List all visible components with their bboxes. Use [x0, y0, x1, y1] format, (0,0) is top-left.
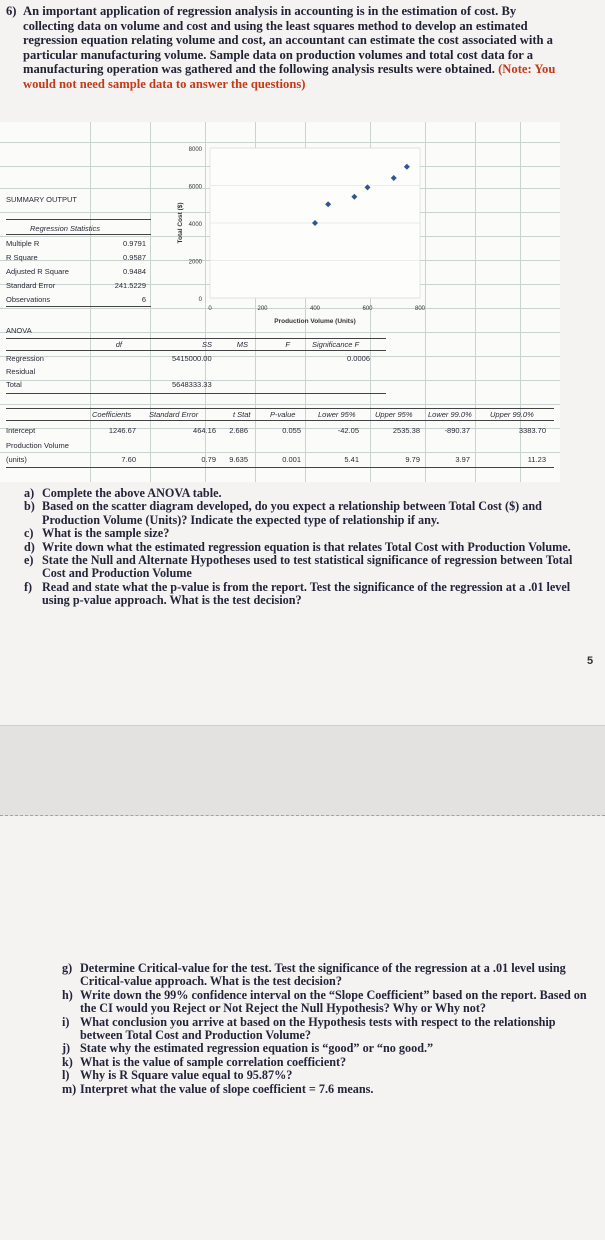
coef-value: 0.001: [282, 455, 301, 464]
grid-line: [0, 380, 560, 381]
anova-row-label: Residual: [6, 367, 36, 376]
item-label: e): [24, 553, 34, 568]
coef-value: 2.686: [229, 426, 248, 435]
item-text: Why is R Square value equal to 95.87%?: [80, 1068, 293, 1083]
x-tick-label: 600: [362, 306, 373, 312]
marks-value: 5: [587, 655, 594, 667]
coef-header: Coefficients: [92, 410, 132, 419]
questions-g-m: [62, 962, 587, 1096]
question-item: [62, 1083, 587, 1096]
anova-header: F: [285, 340, 290, 349]
rule: [6, 393, 386, 394]
item-text: State why the estimated regression equation is “good” or “no good.”: [80, 1041, 434, 1056]
item-text: What is the value of sample correlation coefficient?: [80, 1054, 347, 1069]
anova-title: ANOVA: [6, 326, 32, 335]
rule: [6, 408, 554, 409]
item-text: What conclusion you arrive at based on the Hypothesis tests with respect to the relationship between Total Cost and Production Volume?: [80, 1014, 556, 1043]
question-item: [62, 962, 587, 989]
item-label: m): [62, 1081, 77, 1096]
coef-value: 2535.38: [392, 426, 420, 435]
item-label: c): [24, 526, 34, 541]
item-text: Determine Critical-value for the test. Test the significance of the regression at a .01 level using Critical-value approach. What is the test decision?: [80, 961, 566, 989]
y-axis-label: Total Cost ($): [177, 202, 184, 244]
question-item: [62, 1016, 587, 1043]
question-item: [24, 581, 589, 608]
stat-label: Multiple R: [6, 239, 40, 248]
item-text: Write down what the estimated regression equation is that relates Total Cost with Production Volume.: [42, 539, 571, 554]
item-label: k): [62, 1054, 73, 1069]
coef-value: 0.055: [282, 426, 301, 435]
coef-value: 7.60: [121, 455, 136, 464]
prompt-line: An important application of regression analysis in accounting is in the estimation of cost. By: [23, 4, 517, 18]
rule: [6, 234, 151, 235]
rule: [6, 350, 386, 351]
coef-value: 11.23: [527, 455, 546, 464]
summary-title: SUMMARY OUTPUT: [6, 195, 77, 204]
coef-value: 0.79: [201, 455, 216, 464]
coef-header: t Stat: [233, 410, 251, 419]
stat-value: 6: [141, 295, 146, 304]
note-text: would not need sample data to answer the questions): [23, 76, 306, 91]
x-tick-label: 0: [208, 306, 212, 312]
item-text: Complete the above ANOVA table.: [42, 486, 222, 500]
coef-value: 9.635: [229, 455, 248, 464]
anova-sig: 0.0006: [347, 354, 370, 363]
item-label: i): [62, 1014, 70, 1029]
prompt-line: regression equation relating volume and cost, an accountant can estimate the cost associated with a: [23, 33, 553, 48]
coef-header: Lower 95%: [318, 410, 356, 419]
x-tick-label: 400: [309, 306, 321, 312]
question-number: 6): [6, 4, 17, 18]
coef-header: P-value: [270, 410, 296, 419]
coef-value: 9.79: [405, 455, 420, 464]
item-label: g): [62, 961, 73, 975]
item-text: Interpret what the value of slope coefficient = 7.6 means.: [80, 1081, 374, 1096]
coef-value: 3.97: [455, 455, 470, 464]
rule: [6, 338, 386, 339]
item-text: What is the sample size?: [42, 526, 170, 541]
item-label: h): [62, 987, 73, 1002]
anova-ss: 5415000.00: [172, 354, 212, 363]
stat-value: 241.5229: [114, 281, 146, 290]
item-label: j): [62, 1041, 71, 1056]
coef-header: Lower 99.0%: [428, 410, 472, 419]
rule: [6, 467, 554, 468]
anova-row-label: Regression: [6, 354, 44, 363]
item-label: l): [62, 1068, 70, 1083]
coef-value: 3383.70: [518, 426, 546, 435]
prompt-line: manufacturing operation was gathered and the following analysis results were obtained. (Note: You: [23, 62, 556, 77]
y-tick-label: 4000: [188, 222, 202, 228]
y-tick-label: 6000: [188, 184, 202, 191]
coef-row-label: Production Volume: [6, 441, 69, 450]
item-label: b): [24, 499, 35, 514]
coef-row-label: Intercept: [6, 426, 36, 435]
x-tick-label: 200: [257, 306, 268, 312]
question-prompt: [6, 4, 594, 92]
question-item: [24, 527, 589, 540]
y-tick-label: 2000: [188, 259, 202, 266]
dashed-divider: [0, 815, 605, 816]
item-label: f): [24, 579, 33, 594]
coef-header: Standard Error: [149, 410, 199, 419]
x-axis-label: Production Volume (Units): [274, 318, 356, 325]
scatter-chart-svg: [165, 130, 435, 335]
stat-label: Observations: [6, 295, 51, 304]
scatter-chart: [165, 130, 435, 335]
coef-header: Upper 95%: [375, 410, 413, 419]
stat-value: 0.9791: [123, 239, 146, 248]
coef-header: Upper 99.0%: [490, 410, 534, 419]
stat-value: 0.9587: [123, 253, 146, 262]
coef-value: 1246.67: [108, 426, 136, 435]
stat-label: Adjusted R Square: [6, 267, 69, 276]
question-item: [24, 487, 589, 500]
coef-row-label: (units): [6, 455, 27, 464]
item-text: Read and state what the p-value is from the report. Test the significance of the regression at a .01 level using p-value approach. What is the test decision?: [42, 579, 571, 608]
coef-value: -42.05: [337, 426, 359, 435]
grid-line: [0, 356, 560, 357]
rule: [6, 306, 151, 307]
stats-header: Regression Statistics: [30, 224, 101, 233]
y-tick-label: 8000: [188, 147, 202, 153]
item-label: d): [24, 539, 35, 554]
anova-header: Significance F: [312, 340, 360, 349]
stat-label: R Square: [6, 253, 38, 262]
anova-row-label: Total: [6, 380, 22, 389]
anova-header: df: [115, 340, 122, 349]
anova-ss: 5648333.33: [172, 380, 212, 389]
question-item: [24, 541, 589, 554]
anova-header: MS: [236, 340, 248, 349]
coef-value: -890.37: [444, 426, 470, 435]
question-item: [62, 1042, 587, 1055]
question-item: [62, 1069, 587, 1082]
question-item: [62, 1056, 587, 1069]
rule: [6, 420, 554, 421]
anova-header: SS: [201, 340, 212, 349]
note-text: (Note: You: [498, 62, 556, 77]
question-item: [62, 989, 587, 1016]
grid-line: [0, 452, 560, 453]
question-item: [24, 500, 589, 527]
grid-line: [0, 404, 560, 405]
question-item: [24, 554, 589, 581]
item-text: Write down the 99% confidence interval on the “Slope Coefficient” based on the report. Based on the CI would you Reject or Not Reject the Null Hypothesis? Why or Why not?: [80, 987, 587, 1016]
coef-value: 464.16: [193, 426, 216, 435]
stat-label: Standard Error: [6, 281, 56, 290]
rule: [6, 219, 151, 220]
item-text: Based on the scatter diagram developed, do you expect a relationship between Total Cost ($) and Production Volume (Units)? Indicate the expected type of relationship if any.: [42, 499, 542, 527]
stat-value: 0.9484: [123, 267, 146, 276]
item-text: State the Null and Alternate Hypotheses used to test statistical significance of regression between Total Cost and Production Volume: [42, 553, 573, 581]
questions-a-f: [24, 487, 589, 608]
x-tick-label: 800: [414, 306, 426, 312]
page-gap-band: [0, 725, 605, 816]
prompt-line: particular manufacturing volume. Sample data on production volumes and total cost data for a: [23, 47, 534, 62]
prompt-line: collecting data on volume and cost and using the least squares method to develop an estimated: [23, 18, 528, 33]
item-label: a): [24, 486, 35, 500]
y-tick-label: 0: [198, 297, 202, 303]
coef-value: 5.41: [344, 455, 359, 464]
